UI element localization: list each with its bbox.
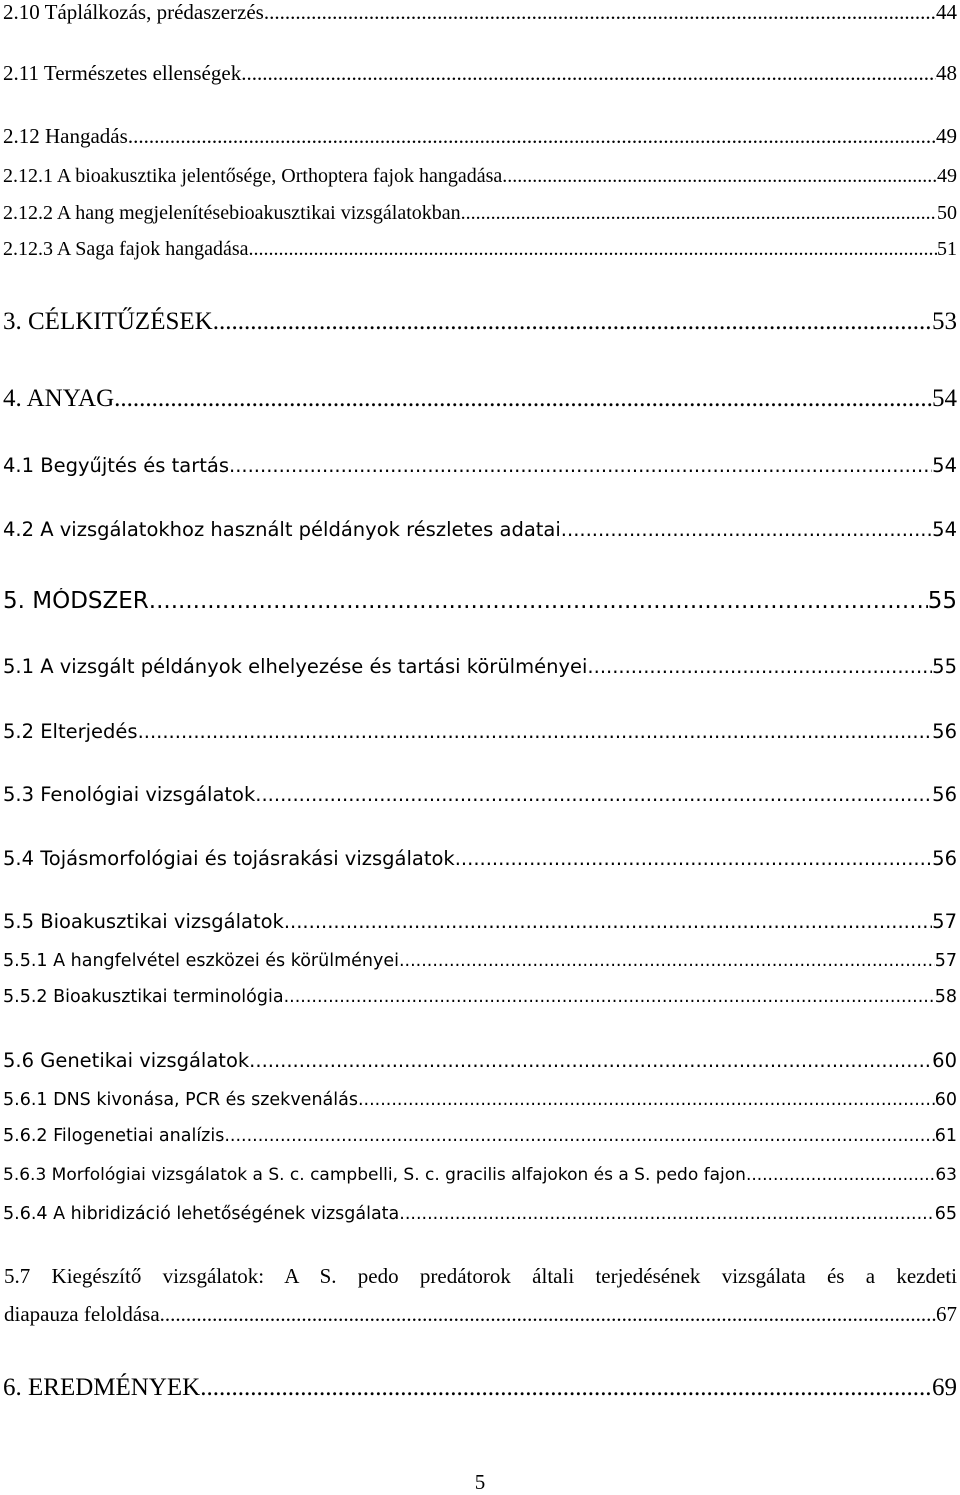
toc-dot-leader [284, 910, 932, 933]
toc-dot-leader [255, 783, 932, 806]
toc-entry-page: 56 [932, 847, 957, 870]
toc-entry[interactable] [3, 1165, 957, 1185]
toc-dot-leader [358, 1090, 935, 1111]
toc-entry-title: 5.5.1 A hangfelvétel eszközei és körülményei [3, 951, 399, 971]
toc-entry-title: 2.12.3 A Saga fajok hangadása [3, 238, 249, 260]
toc-entry-page: 69 [932, 1374, 957, 1401]
toc-entry-page: 54 [932, 518, 957, 541]
toc-entry[interactable] [3, 384, 957, 414]
toc-entry-title: 5.3 Fenológiai vizsgálatok [3, 783, 256, 806]
toc-entry[interactable] [3, 910, 957, 933]
toc-dot-leader [200, 1373, 932, 1403]
toc-entry-title: 5.6.4 A hibridizáció lehetőségének vizsgálata [3, 1204, 400, 1224]
toc-entry[interactable] [3, 61, 957, 86]
toc-entry-title: 5.6 Genetikai vizsgálatok [3, 1049, 250, 1072]
toc-dot-leader [461, 201, 937, 225]
toc-dot-leader [561, 518, 932, 541]
toc-entry-page: 44 [936, 0, 957, 24]
toc-entry-title: 5.5 Bioakusztikai vizsgálatok [3, 910, 284, 933]
toc-dot-leader [455, 847, 932, 870]
toc-entry-title: 4. ANYAG [3, 385, 115, 412]
toc-dot-leader [249, 237, 938, 261]
toc-entry-title: 4.2 A vizsgálatokhoz használt példányok részletes adatai [3, 518, 561, 541]
toc-entry[interactable] [3, 237, 957, 261]
toc-dot-leader [587, 655, 932, 678]
toc-dot-leader [138, 720, 933, 743]
toc-entry-title: 5.4 Tojásmorfológiai és tojásrakási vizsgálatok [3, 847, 455, 870]
toc-entry[interactable] [3, 847, 957, 870]
toc-entry[interactable] [3, 1049, 957, 1072]
toc-dot-leader [213, 307, 932, 337]
toc-entry-title: 5.6.1 DNS kivonása, PCR és szekvenálás [3, 1090, 358, 1110]
toc-entry[interactable] [3, 518, 957, 541]
toc-entry-title: 2.10 Táplálkozás, prédaszerzés [3, 0, 264, 24]
toc-entry-page: 54 [932, 454, 957, 477]
toc-entry-page: 67 [936, 1302, 957, 1326]
toc-entry-title: 2.12.2 A hang megjelenítésebioakusztikai vizsgálatokban [3, 202, 461, 224]
toc-entry-page: 49 [936, 124, 957, 148]
toc-entry[interactable] [3, 454, 957, 477]
toc-dot-leader [241, 61, 936, 86]
toc-entry-page: 48 [936, 61, 957, 85]
toc-entry-title: 5.5.2 Bioakusztikai terminológia [3, 987, 284, 1007]
toc-entry[interactable] [4, 1302, 957, 1327]
toc-entry-page: 51 [937, 238, 957, 260]
toc-entry-page: 49 [937, 165, 957, 187]
toc-dot-leader [399, 1204, 934, 1225]
toc-dot-leader [149, 588, 928, 616]
toc-dot-leader [114, 384, 932, 414]
toc-entry-title: 5.6.2 Filogenetiai analízis [3, 1126, 225, 1146]
page-number: 5 [474, 1470, 486, 1494]
toc-dot-leader [224, 1126, 934, 1147]
toc-entry[interactable] [3, 201, 957, 225]
toc-entry-page: 57 [932, 910, 957, 933]
toc-entry-page: 56 [932, 783, 957, 806]
toc-entry[interactable] [3, 987, 957, 1008]
toc-entry[interactable] [3, 307, 957, 337]
toc-entry-title: 2.12 Hangadás [3, 124, 128, 148]
toc-dot-leader [264, 0, 936, 25]
toc-entry-title: 3. CÉLKITŰZÉSEK [3, 308, 213, 335]
toc-entry[interactable] [3, 1204, 957, 1225]
toc-entry[interactable] [3, 1090, 957, 1111]
toc-entry-title: 4.1 Begyűjtés és tartás [3, 454, 230, 477]
toc-entry-wrapped-line[interactable]: 5.7 Kiegészítő vizsgálatok: A S. pedo predátorok általi terjedésének vizsgálata és a kezdeti [4, 1264, 957, 1288]
toc-dot-leader [128, 124, 936, 149]
toc-dot-leader [249, 1049, 932, 1072]
toc-entry-page: 55 [932, 655, 957, 678]
toc-entry[interactable] [3, 951, 957, 972]
toc-entry-page: 53 [932, 308, 957, 335]
toc-entry-title: 5. MÓDSZER [3, 588, 149, 614]
toc-entry[interactable] [3, 720, 957, 743]
toc-entry[interactable] [3, 1373, 957, 1403]
toc-entry-title: 5.6.3 Morfológiai vizsgálatok a S. c. campbelli, S. c. gracilis alfajokon és a S. pedo fajon [3, 1165, 746, 1185]
toc-entry-title: 2.11 Természetes ellenségek [3, 61, 242, 85]
toc-entry-page: 56 [932, 720, 957, 743]
toc-entry[interactable] [3, 655, 957, 678]
toc-dot-leader [160, 1302, 936, 1327]
toc-entry[interactable] [3, 0, 957, 25]
toc-entry-title: 5.1 A vizsgált példányok elhelyezése és tartási körülményei [3, 655, 588, 678]
toc-entry[interactable] [3, 124, 957, 149]
toc-entry-page: 60 [932, 1049, 957, 1072]
toc-entry[interactable] [3, 164, 957, 188]
toc-entry-page: 58 [934, 987, 957, 1007]
toc-entry[interactable] [3, 1126, 957, 1147]
toc-entry-page: 50 [937, 202, 957, 224]
toc-entry-title: 6. EREDMÉNYEK [3, 1374, 201, 1401]
toc-entry-page: 55 [927, 588, 957, 614]
toc-entry-title: 5.2 Elterjedés [3, 720, 138, 743]
toc-entry-title: 2.12.1 A bioakusztika jelentősége, Orthoptera fajok hangadása [3, 165, 503, 187]
toc-dot-leader [229, 454, 932, 477]
toc-dot-leader [502, 164, 937, 188]
toc-entry-page: 60 [934, 1090, 957, 1110]
toc-entry-page: 57 [934, 951, 957, 971]
toc-entry[interactable] [3, 783, 957, 806]
toc-entry[interactable] [3, 588, 957, 616]
toc-entry-title: diapauza feloldása [4, 1302, 160, 1326]
toc-entry-page: 61 [934, 1126, 957, 1146]
toc-dot-leader [746, 1165, 935, 1185]
toc-entry-page: 63 [935, 1165, 957, 1185]
toc-entry-page: 54 [932, 385, 957, 412]
toc-entry-page: 65 [934, 1204, 957, 1224]
toc-dot-leader [399, 951, 935, 972]
toc-dot-leader [284, 987, 935, 1008]
